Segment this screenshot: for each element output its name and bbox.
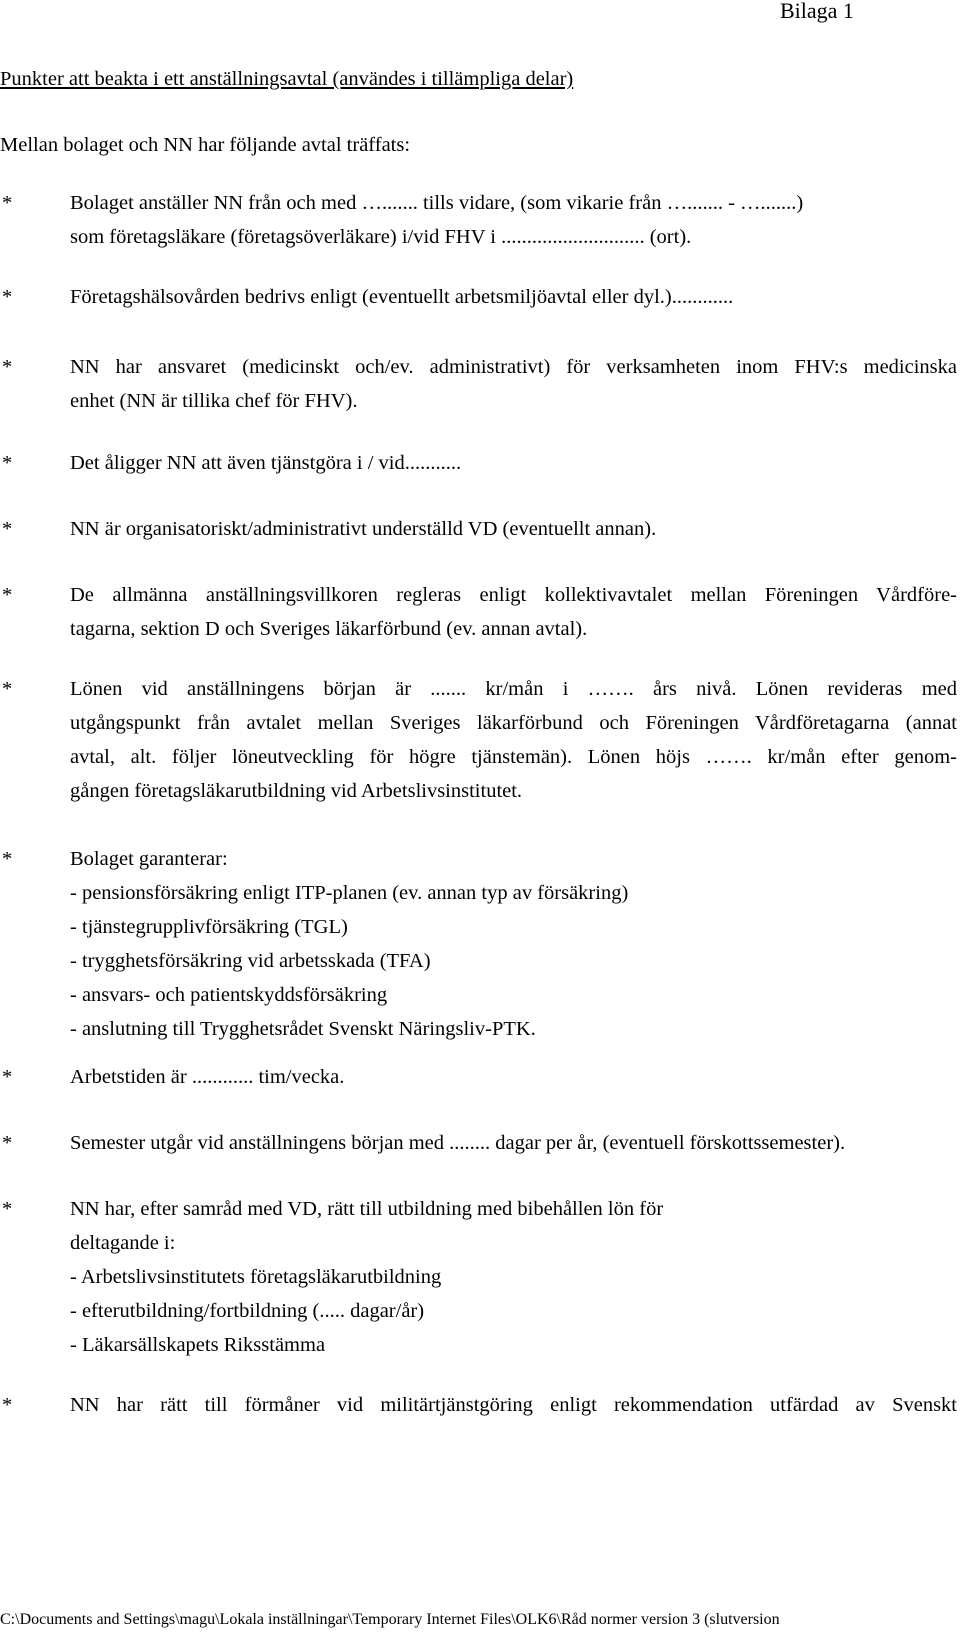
clause-line: som företagsläkare (företagsöverläkare) i/vid FHV i ............................ (ort). [70,226,692,248]
clause-line: Det åligger NN att även tjänstgöra i / vid........... [70,452,462,474]
clause-line: Semester utgår vid anställningens början med ........ dagar per år, (eventuell förskottssemester). [70,1132,846,1154]
clause-text [70,578,957,646]
clause-line: NN har rätt till förmåner vid militärtjänstgöring enligt rekommendation utfärdad av Svenskt [70,1394,957,1416]
file-path-footer: C:\Documents and Settings\magu\Lokala inställningar\Temporary Internet Files\OLK6\Råd normer version 3 (slutversion [0,1611,780,1628]
clause-line: gången företagsläkarutbildning vid Arbetslivsinstitutet. [70,780,523,802]
clause-line: - pensionsförsäkring enligt ITP-planen (ev. annan typ av försäkring) [70,882,629,904]
clause-text [70,1126,957,1160]
bullet-asterisk: * [2,286,13,308]
clause-line: enhet (NN är tillika chef för FHV). [70,390,358,412]
clause-line: NN är organisatoriskt/administrativt underställd VD (eventuellt annan). [70,518,657,540]
intro-text: Mellan bolaget och NN har följande avtal träffats: [0,134,411,156]
clause-text [70,350,957,418]
document-heading: Punkter att beakta i ett anställningsavtal (användes i tillämpliga delar) [0,68,574,90]
clause-line: Bolaget anställer NN från och med …....... tills vidare, (som vikarie från …....... - ….......) [70,192,804,214]
clause-line: Lönen vid anställningens början är ....... kr/mån i ……. års nivå. Lönen revideras med [70,678,957,700]
bullet-asterisk: * [2,192,13,214]
bullet-asterisk: * [2,452,13,474]
clause-line: - Läkarsällskapets Riksstämma [70,1334,326,1356]
clause-text [70,512,957,546]
clause-text [70,842,957,1046]
clause-line: deltagande i: [70,1232,176,1254]
clause-line: Arbetstiden är ............ tim/vecka. [70,1066,345,1088]
clause-text [70,446,957,480]
bullet-asterisk: * [2,1066,13,1088]
clause-text [70,280,957,314]
clause-line: - trygghetsförsäkring vid arbetsskada (TFA) [70,950,431,972]
clause-text [70,1060,957,1094]
clause-line: NN har ansvaret (medicinskt och/ev. administrativt) för verksamheten inom FHV:s medicinska [70,356,957,378]
clause-line: - tjänstegrupplivförsäkring (TGL) [70,916,348,938]
clause-line: tagarna, sektion D och Sveriges läkarförbund (ev. annan avtal). [70,618,588,640]
bullet-asterisk: * [2,1198,13,1220]
clause-text [70,186,957,254]
bullet-asterisk: * [2,356,13,378]
clause-line: De allmänna anställningsvillkoren regleras enligt kollektivavtalet mellan Föreningen Vårdföre- [70,584,957,606]
bullet-asterisk: * [2,518,13,540]
attachment-label: Bilaga 1 [780,0,854,23]
clause-line: utgångspunkt från avtalet mellan Sveriges läkarförbund och Föreningen Vårdföretagarna (annat [70,712,957,734]
clause-line: - ansvars- och patientskyddsförsäkring [70,984,388,1006]
bullet-asterisk: * [2,848,13,870]
clause-line: - Arbetslivsinstitutets företagsläkarutbildning [70,1266,442,1288]
clause-line: - anslutning till Trygghetsrådet Svenskt Näringsliv-PTK. [70,1018,536,1040]
clause-line: NN har, efter samråd med VD, rätt till utbildning med bibehållen lön för [70,1198,664,1220]
bullet-asterisk: * [2,584,13,606]
clause-text [70,672,957,808]
bullet-asterisk: * [2,1394,13,1416]
clause-line: avtal, alt. följer löneutveckling för högre tjänstemän). Lönen höjs ……. kr/mån efter genom- [70,746,957,768]
clause-line: Företagshälsovården bedrivs enligt (eventuellt arbetsmiljöavtal eller dyl.)............ [70,286,734,308]
clause-text [70,1388,957,1422]
clause-line: - efterutbildning/fortbildning (..... dagar/år) [70,1300,425,1322]
bullet-asterisk: * [2,1132,13,1154]
bullet-asterisk: * [2,678,13,700]
clause-line: Bolaget garanterar: [70,848,228,870]
clause-text [70,1192,957,1362]
